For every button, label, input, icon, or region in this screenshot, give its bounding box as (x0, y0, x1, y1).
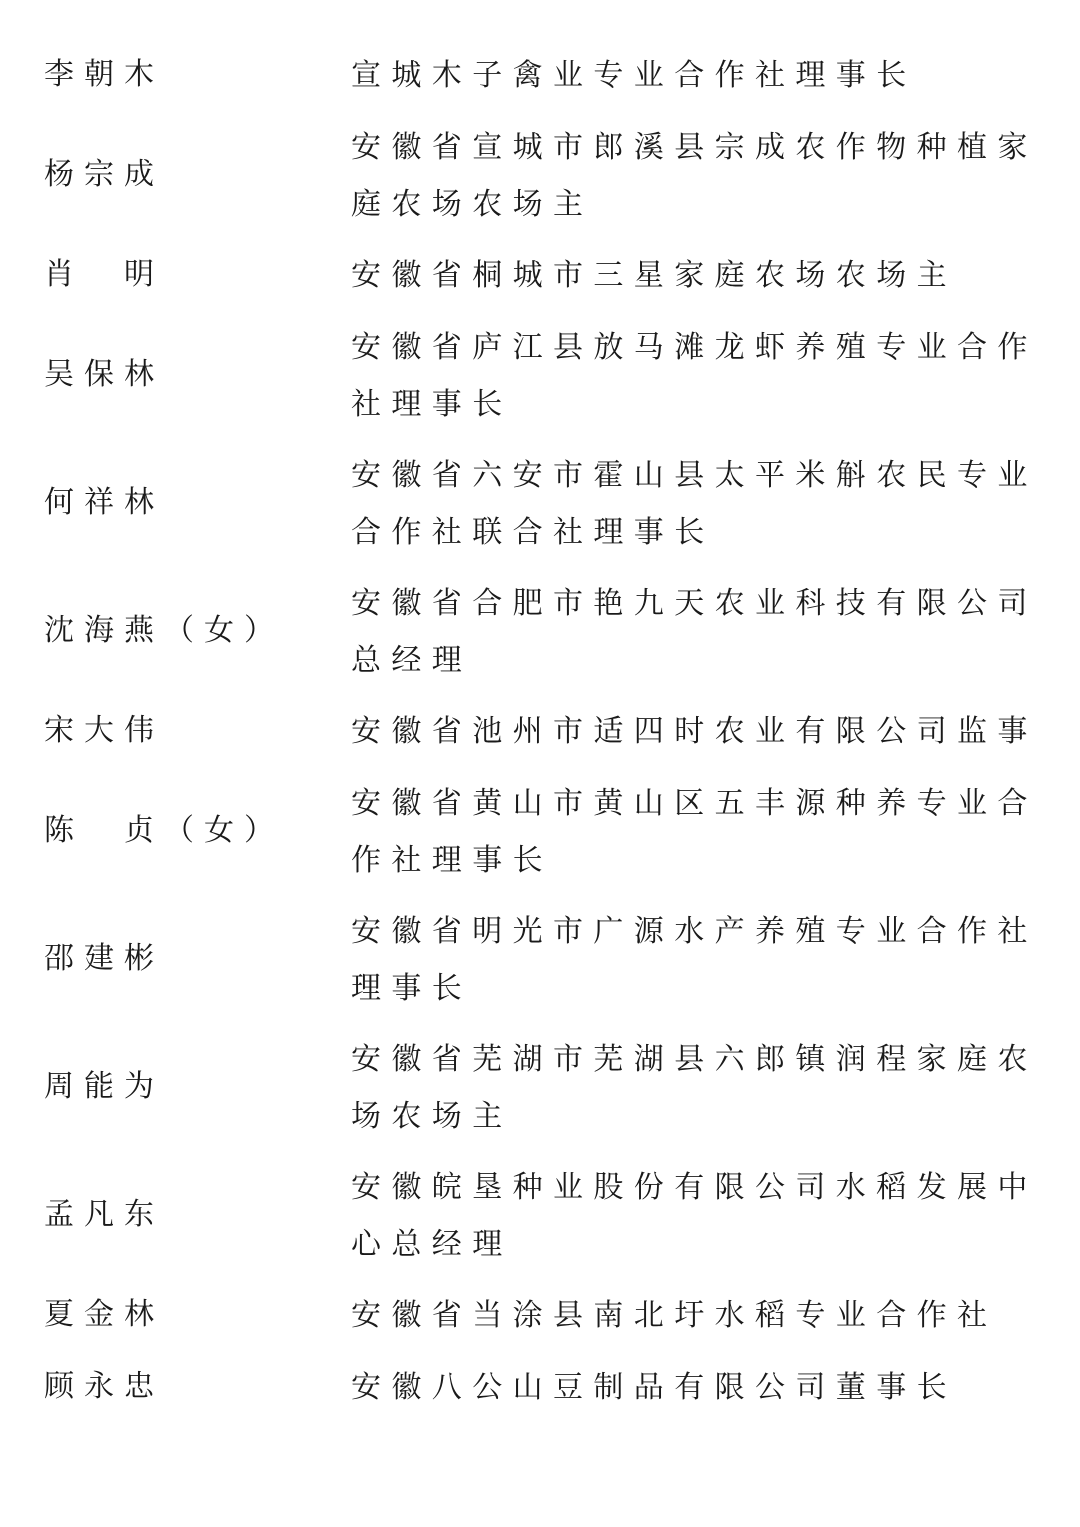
person-name: 陈 贞（女） (44, 813, 284, 848)
person-title: 宣城木子禽业专业合作社理事长 (351, 58, 917, 93)
person-name: 周能为 (44, 1069, 164, 1104)
person-title: 安徽省庐江县放马滩龙虾养殖专业合作社理事长 (351, 330, 1038, 422)
person-name: 宋大伟 (44, 713, 164, 748)
person-name: 夏金林 (44, 1297, 164, 1332)
person-name: 沈海燕（女） (44, 613, 284, 648)
person-title: 安徽省宣城市郎溪县宗成农作物种植家庭农场农场主 (351, 130, 1038, 222)
person-title: 安徽省合肥市艳九天农业科技有限公司总经理 (351, 586, 1038, 678)
person-name: 杨宗成 (44, 157, 164, 192)
person-title: 安徽省芜湖市芜湖县六郎镇润程家庭农场农场主 (351, 1042, 1038, 1134)
person-name: 李朝木 (44, 57, 164, 92)
person-name: 肖 明 (44, 257, 164, 292)
person-name: 邵建彬 (44, 941, 164, 976)
person-title: 安徽皖垦种业股份有限公司水稻发展中心总经理 (351, 1170, 1038, 1262)
person-name: 顾永忠 (44, 1369, 164, 1404)
person-name: 何祥林 (44, 485, 164, 520)
person-title: 安徽省明光市广源水产养殖专业合作社理事长 (351, 914, 1038, 1006)
person-title: 安徽省黄山市黄山区五丰源种养专业合作社理事长 (351, 786, 1038, 878)
person-title: 安徽省六安市霍山县太平米斛农民专业合作社联合社理事长 (351, 458, 1038, 550)
person-title: 安徽省池州市适四时农业有限公司监事 (351, 714, 1038, 749)
person-title: 安徽八公山豆制品有限公司董事长 (351, 1370, 957, 1405)
person-name: 孟凡东 (44, 1197, 164, 1232)
person-title: 安徽省桐城市三星家庭农场农场主 (351, 258, 957, 293)
person-title: 安徽省当涂县南北圩水稻专业合作社 (351, 1298, 998, 1333)
person-name: 吴保林 (44, 357, 164, 392)
